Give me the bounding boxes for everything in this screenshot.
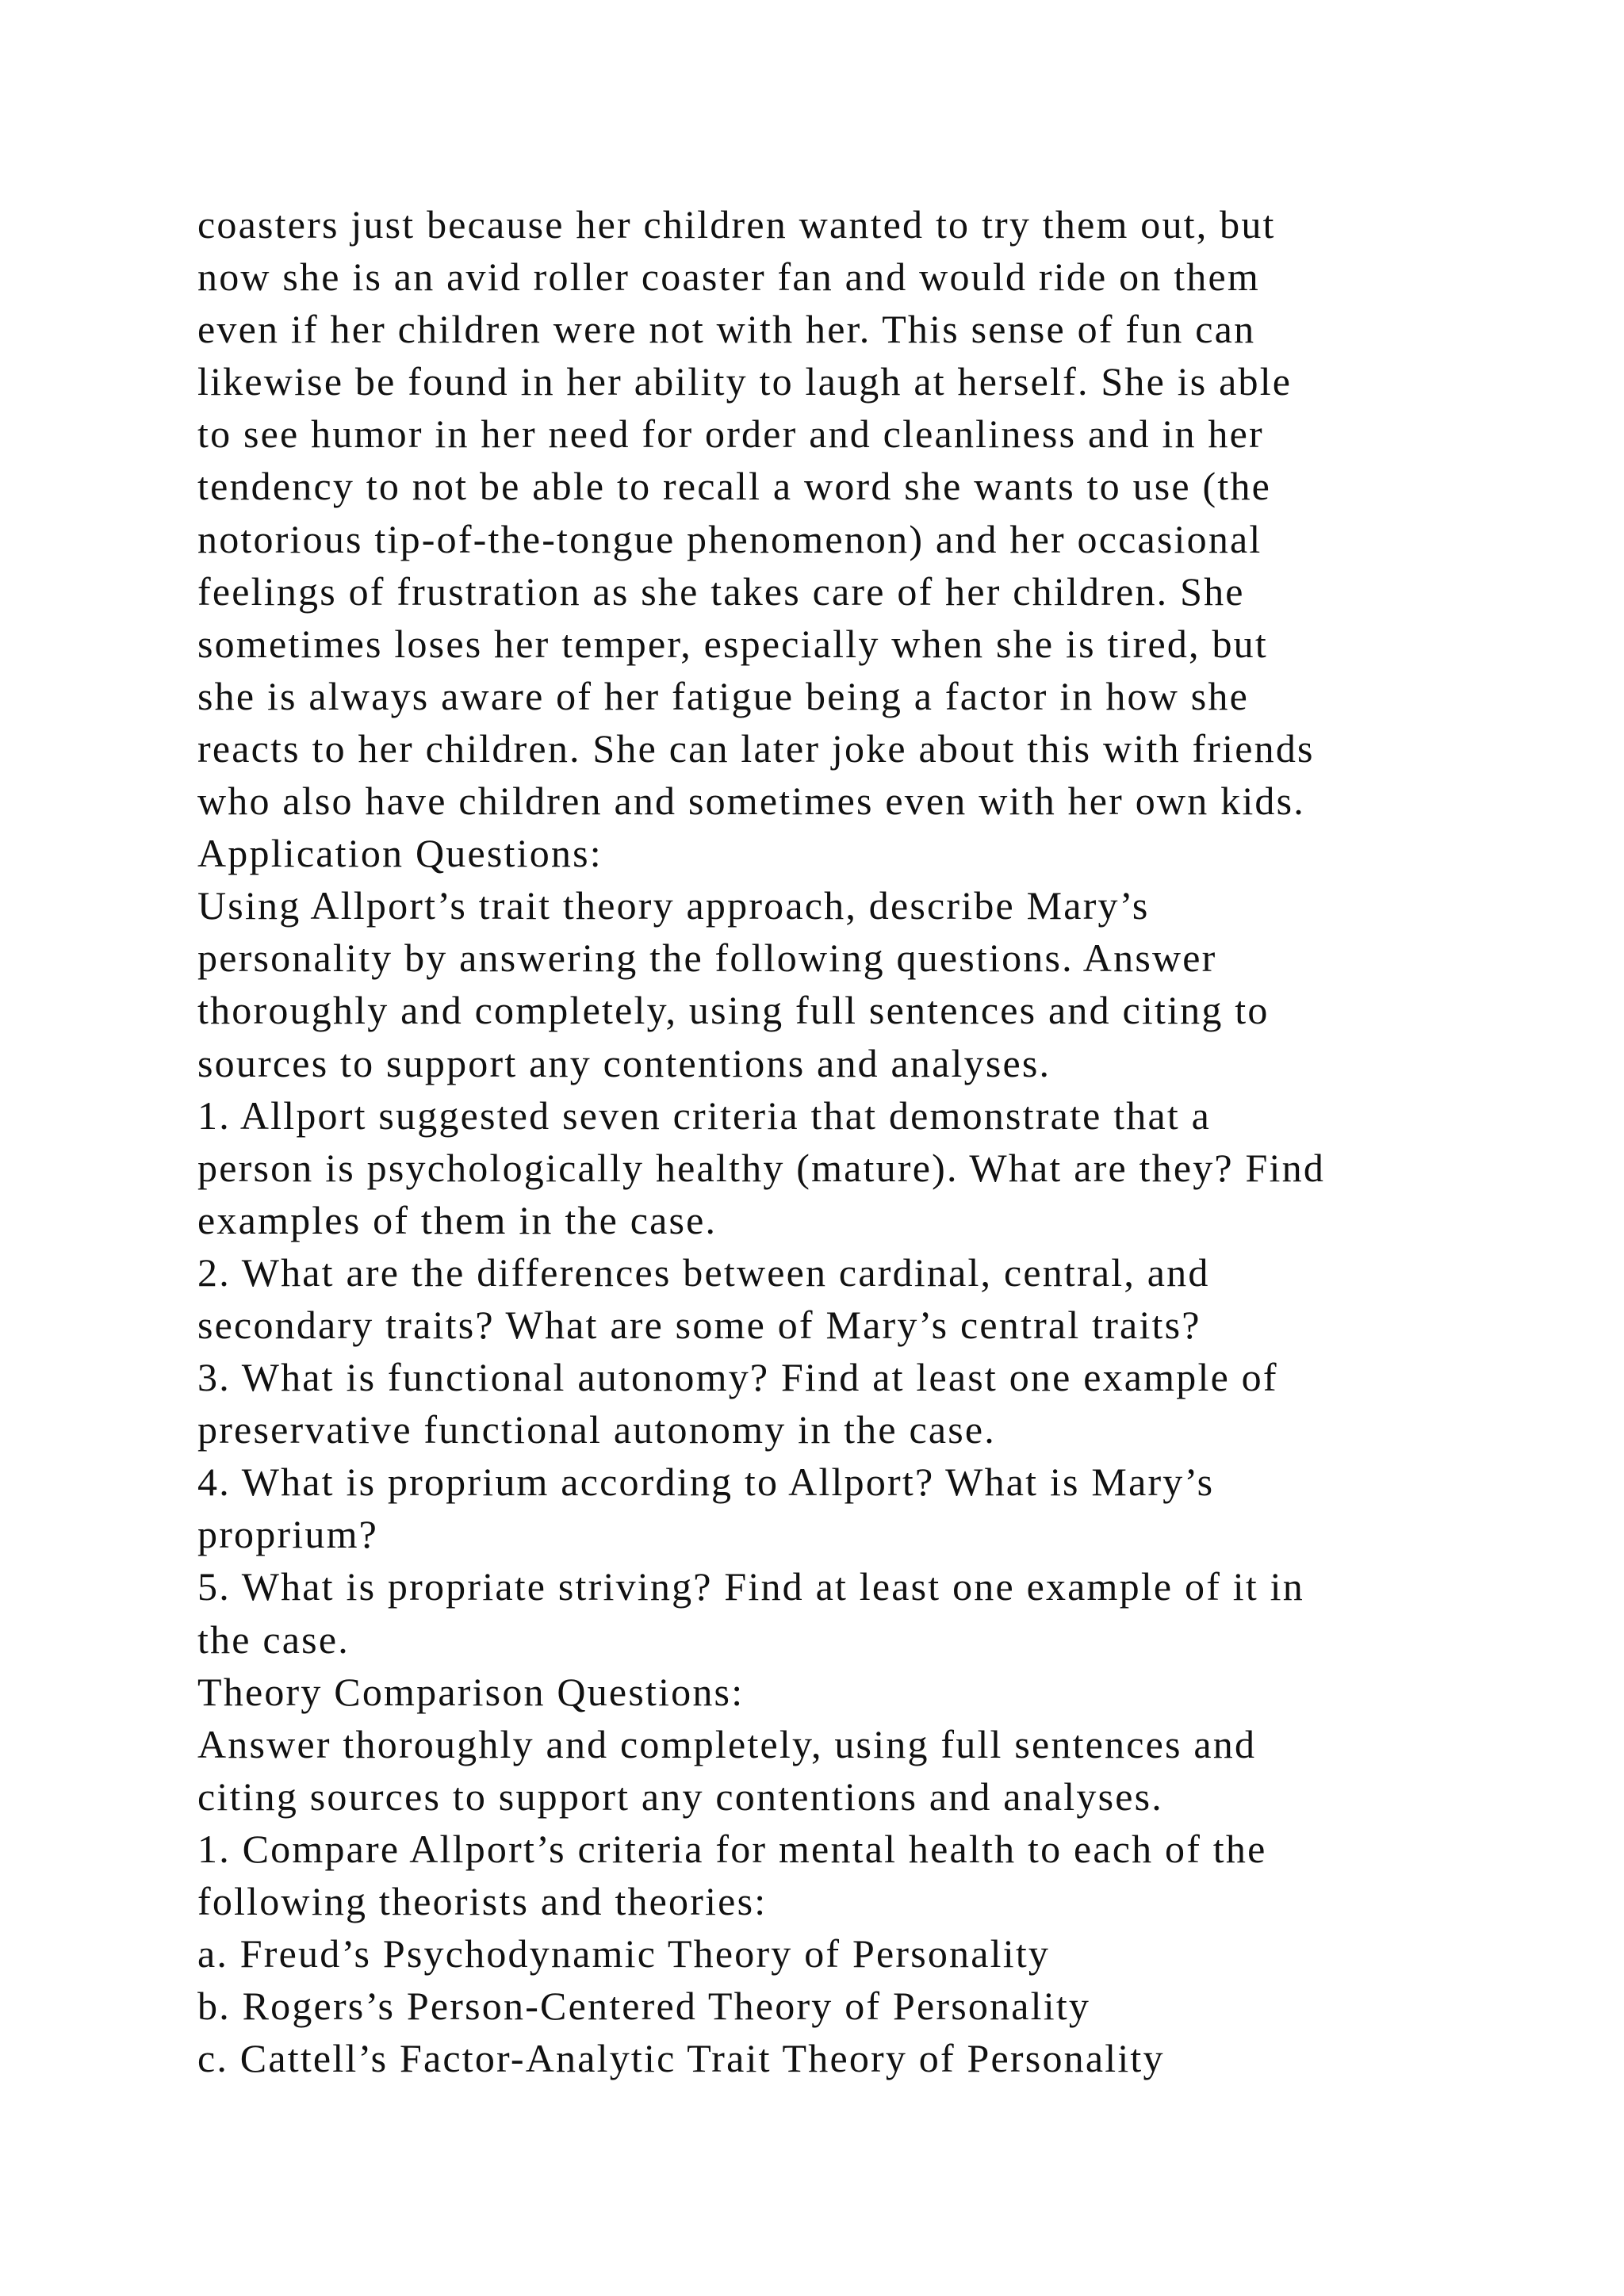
question-line: 5. What is propriate striving? Find at least one example of it in	[197, 1564, 1304, 1609]
text-line: to see humor in her need for order and cleanliness and in her	[197, 411, 1264, 457]
text-line: now she is an avid roller coaster fan and would ride on them	[197, 254, 1260, 300]
text-line: reacts to her children. She can later joke about this with friends	[197, 725, 1315, 771]
question-line: examples of them in the case.	[197, 1197, 718, 1242]
sub-item-line: c. Cattell’s Factor-Analytic Trait Theory of Personality	[197, 2036, 1165, 2081]
question-line: preservative functional autonomy in the case.	[197, 1407, 997, 1452]
question-line: person is psychologically healthy (mature). What are they? Find	[197, 1145, 1326, 1190]
question-line: 1. Allport suggested seven criteria that demonstrate that a	[197, 1093, 1212, 1138]
text-line: Using Allport’s trait theory approach, describe Mary’s	[197, 883, 1150, 928]
text-line: likewise be found in her ability to laugh at herself. She is able	[197, 359, 1293, 404]
text-line: notorious tip-of-the-tongue phenomenon) and her occasional	[197, 516, 1262, 561]
text-line: citing sources to support any contentions and analyses.	[197, 1774, 1163, 1819]
text-line: coasters just because her children wanted to try them out, but	[197, 202, 1276, 247]
text-line: sometimes loses her temper, especially when she is tired, but	[197, 621, 1268, 666]
text-line: sources to support any contentions and analyses.	[197, 1040, 1051, 1085]
sub-item-line: b. Rogers’s Person-Centered Theory of Personality	[197, 1984, 1091, 2029]
question-line: 3. What is functional autonomy? Find at least one example of	[197, 1355, 1278, 1400]
body-text	[197, 198, 1466, 2084]
question-line: 1. Compare Allport’s criteria for mental health to each of the	[197, 1826, 1267, 1871]
question-line: 2. What are the differences between cardinal, central, and	[197, 1249, 1210, 1295]
question-line: secondary traits? What are some of Mary’s central traits?	[197, 1302, 1201, 1347]
text-line: personality by answering the following questions. Answer	[197, 936, 1217, 981]
section-heading-theory-comparison: Theory Comparison Questions:	[197, 1669, 745, 1714]
text-line: tendency to not be able to recall a word she wants to use (the	[197, 464, 1272, 509]
question-line: the case.	[197, 1617, 350, 1662]
text-line: Answer thoroughly and completely, using full sentences and	[197, 1721, 1257, 1766]
text-line: feelings of frustration as she takes care of her children. She	[197, 568, 1245, 614]
question-line: following theorists and theories:	[197, 1879, 768, 1923]
question-line: 4. What is proprium according to Allport? What is Mary’s	[197, 1460, 1215, 1505]
text-line: even if her children were not with her. This sense of fun can	[197, 307, 1256, 352]
text-line: who also have children and sometimes even with her own kids.	[197, 779, 1305, 824]
text-line: she is always aware of her fatigue being a factor in how she	[197, 673, 1249, 718]
sub-item-line: a. Freud’s Psychodynamic Theory of Personality	[197, 1931, 1051, 1976]
section-heading-application: Application Questions:	[197, 831, 603, 876]
text-line: thoroughly and completely, using full sentences and citing to	[197, 988, 1270, 1033]
question-line: proprium?	[197, 1512, 379, 1557]
